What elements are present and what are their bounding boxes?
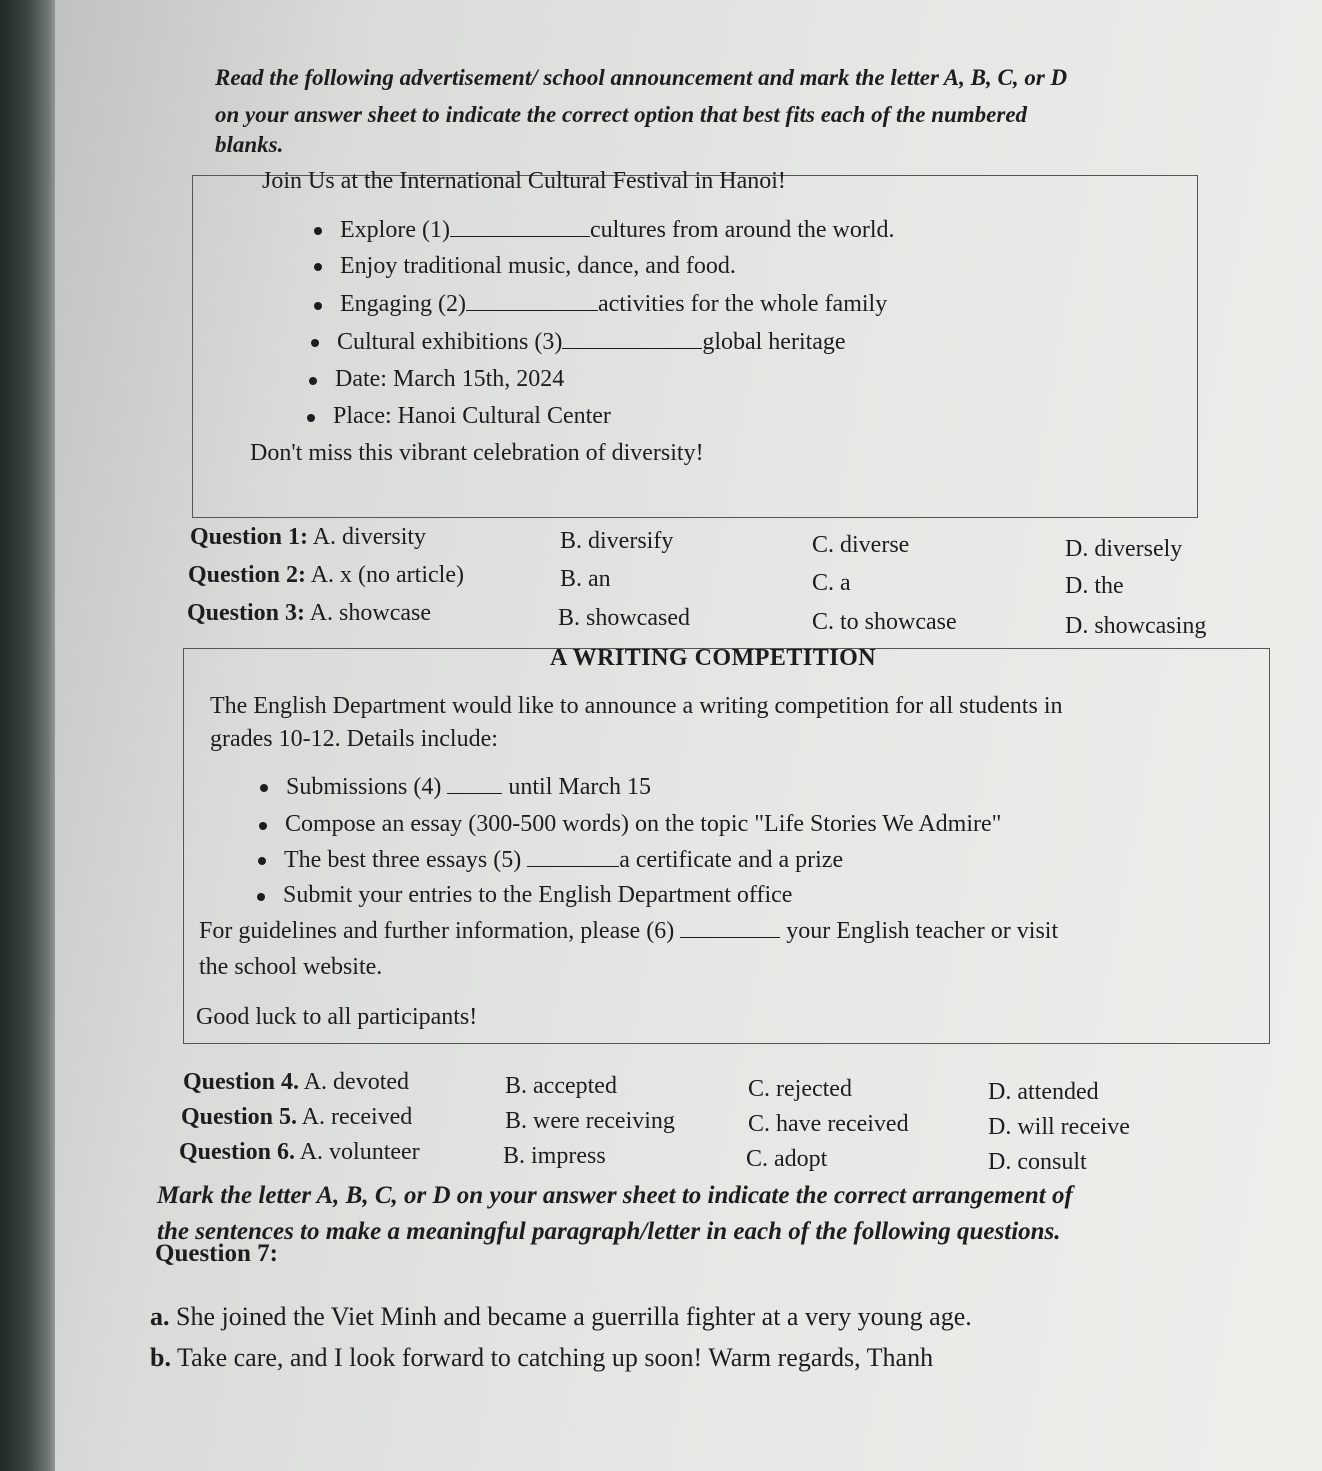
- ad-item-4-pre: Cultural exhibitions (3): [337, 329, 563, 355]
- question-6-option-d[interactable]: D. consult: [988, 1149, 1087, 1175]
- option-a[interactable]: A. received: [301, 1104, 413, 1130]
- question-4-option-c[interactable]: C. rejected: [748, 1076, 852, 1102]
- question-label: Question 3:: [187, 600, 306, 626]
- ad-item-5: Date: March 15th, 2024: [335, 366, 565, 392]
- question-5-option-b[interactable]: B. were receiving: [505, 1108, 675, 1134]
- question-3-option-d[interactable]: D. showcasing: [1065, 613, 1207, 639]
- ad-item-3-post: activities for the whole family: [597, 291, 888, 317]
- announcement-item-4: Submit your entries to the English Department office: [283, 882, 793, 908]
- announcement-item-1: [286, 773, 651, 801]
- question-1: [190, 524, 426, 551]
- ad-item-6: Place: Hanoi Cultural Center: [333, 403, 611, 429]
- guideline-post: your English teacher or visit: [786, 918, 1059, 944]
- bullet-icon: [309, 377, 317, 385]
- ad-item-1: [340, 216, 895, 244]
- question-3-option-c[interactable]: C. to showcase: [812, 609, 957, 635]
- question-7-sentence-a: [150, 1302, 972, 1332]
- guideline-pre: For guidelines and further information, please (6): [199, 918, 675, 944]
- announcement-intro-line-1: The English Department would like to announce a writing competition for all students in: [210, 693, 1063, 719]
- ad-item-1-post: cultures from around the world.: [589, 217, 895, 243]
- question-5-option-d[interactable]: D. will receive: [988, 1114, 1130, 1140]
- question-1-option-b[interactable]: B. diversify: [560, 528, 674, 554]
- sentence-key: b.: [150, 1343, 171, 1372]
- blank-2[interactable]: [466, 290, 598, 311]
- bullet-icon: [314, 227, 322, 235]
- announcement-closing: Good luck to all participants!: [196, 1004, 478, 1030]
- ad-item-3-pre: Engaging (2): [340, 291, 466, 317]
- advertisement-closing: Don't miss this vibrant celebration of diversity!: [250, 440, 704, 466]
- question-2-option-b[interactable]: B. an: [560, 566, 611, 592]
- bullet-icon: [307, 414, 315, 422]
- announcement-guideline: [199, 917, 1058, 945]
- ad-item-4-post: global heritage: [702, 329, 846, 355]
- question-4-option-b[interactable]: B. accepted: [505, 1073, 617, 1099]
- question-2: [188, 562, 464, 589]
- announcement-item-3-pre: The best three essays (5): [284, 847, 522, 873]
- instruction-line-2: on your answer sheet to indicate the correct option that best fits each of the numbered: [215, 102, 1028, 127]
- blank-4[interactable]: [447, 773, 502, 794]
- option-a[interactable]: A. x (no article): [310, 562, 464, 588]
- bullet-icon: [257, 893, 265, 901]
- announcement-item-3: [284, 846, 843, 874]
- instruction-2-line-1: Mark the letter A, B, C, or D on your answer sheet to indicate the correct arrangement of: [157, 1182, 1073, 1209]
- bullet-icon: [314, 302, 322, 310]
- option-a[interactable]: A. showcase: [309, 600, 432, 626]
- ad-item-2: Enjoy traditional music, dance, and food.: [340, 253, 736, 279]
- announcement-intro-line-2: grades 10-12. Details include:: [210, 726, 498, 752]
- question-3: [187, 600, 431, 627]
- sentence-text: She joined the Viet Minh and became a guerrilla fighter at a very young age.: [176, 1302, 972, 1331]
- option-a[interactable]: A. devoted: [303, 1069, 410, 1095]
- instruction-line-1: Read the following advertisement/ school announcement and mark the letter A, B, C, or D: [215, 65, 1068, 90]
- announcement-item-1-post: until March 15: [508, 774, 651, 800]
- question-label: Question 6.: [179, 1139, 296, 1165]
- instruction-2-line-2: the sentences to make a meaningful paragraph/letter in each of the following questions.: [157, 1218, 1061, 1245]
- photo-edge-shadow: [0, 0, 60, 1471]
- question-4: [183, 1069, 409, 1096]
- ad-item-1-pre: Explore (1): [340, 217, 450, 243]
- question-6-option-b[interactable]: B. impress: [503, 1143, 606, 1169]
- announcement-title: A WRITING COMPETITION: [550, 645, 877, 671]
- question-7-label: Question 7:: [155, 1240, 278, 1267]
- question-1-option-c[interactable]: C. diverse: [812, 532, 910, 558]
- announcement-guideline-line-2: the school website.: [199, 954, 383, 980]
- question-1-option-d[interactable]: D. diversely: [1065, 536, 1183, 562]
- blank-6[interactable]: [680, 917, 780, 938]
- bullet-icon: [314, 263, 322, 271]
- bullet-icon: [259, 822, 267, 830]
- question-5-option-c[interactable]: C. have received: [748, 1111, 909, 1137]
- announcement-item-3-post: a certificate and a prize: [619, 847, 844, 873]
- question-7-sentence-b: [150, 1343, 933, 1373]
- question-2-option-d[interactable]: D. the: [1065, 573, 1124, 599]
- ad-item-3: [340, 290, 887, 318]
- bullet-icon: [311, 339, 319, 347]
- announcement-item-1-pre: Submissions (4): [286, 774, 442, 800]
- bullet-icon: [258, 857, 266, 865]
- question-2-option-c[interactable]: C. a: [812, 570, 851, 596]
- question-label: Question 4.: [183, 1069, 300, 1095]
- question-label: Question 2:: [188, 562, 307, 588]
- advertisement-title: Join Us at the International Cultural Festival in Hanoi!: [262, 168, 786, 194]
- sentence-text: Take care, and I look forward to catching up soon! Warm regards, Thanh: [177, 1343, 934, 1372]
- announcement-item-2: Compose an essay (300-500 words) on the topic "Life Stories We Admire": [285, 811, 1002, 837]
- question-6-option-c[interactable]: C. adopt: [746, 1146, 828, 1172]
- blank-5[interactable]: [527, 846, 619, 867]
- question-4-option-d[interactable]: D. attended: [988, 1079, 1099, 1105]
- question-5: [181, 1104, 412, 1131]
- question-6: [179, 1139, 420, 1166]
- instruction-line-3: blanks.: [215, 132, 284, 157]
- blank-1[interactable]: [450, 216, 590, 237]
- question-label: Question 1:: [190, 524, 309, 550]
- question-3-option-b[interactable]: B. showcased: [558, 605, 690, 631]
- option-a[interactable]: A. volunteer: [299, 1139, 420, 1165]
- option-a[interactable]: A. diversity: [312, 524, 427, 550]
- sentence-key: a.: [150, 1302, 170, 1331]
- blank-3[interactable]: [562, 328, 702, 349]
- question-label: Question 5.: [181, 1104, 298, 1130]
- bullet-icon: [260, 784, 268, 792]
- ad-item-4: [337, 328, 846, 356]
